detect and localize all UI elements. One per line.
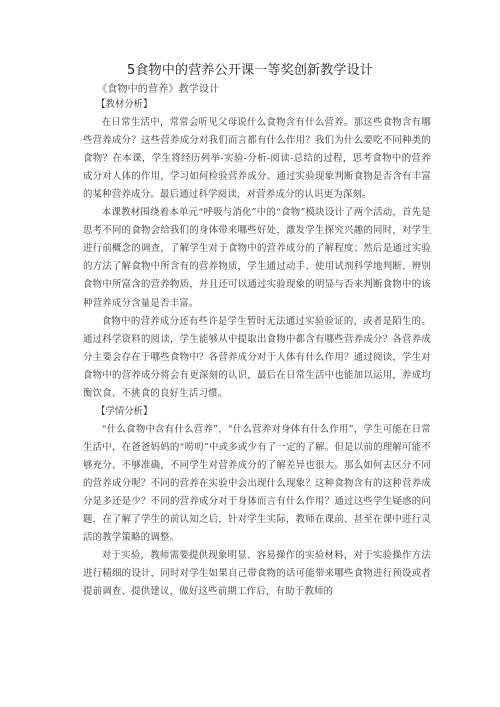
section-heading-textbook-analysis: 【教材分析】: [96, 99, 153, 110]
document-title: 5食物中的营养公开课一等奖创新教学设计: [126, 63, 374, 78]
section-heading-student-analysis: 【学情分析】: [96, 405, 153, 417]
paragraph: “什么食物中含有什么营养”、“什么营养对身体有什么作用”，学生可能在日常生活中，在爸爸妈妈的“唠叨”中或多或少有了一定的了解。但是以前的理解可能不够充分、不够准确，不同学生对营养成分的了解差异也很大。那么如何去区分不同的营养成分呢？不同的营养在实验中会出现什么现象？这种食物含有的这种营养成分是多还是少？不同的营养成分对于身体而言有什么作用？通过这些学生疑惑的问题，在了解了学生的前认知之后，针对学生实际，教师在课前、甚至在课中进行灵活的教学策略的调整。: [83, 423, 431, 544]
paragraph: 对于实验，教师需要提供现象明显、容易操作的实验材料，对于实验操作方法进行精细的设计，同时对学生如果自己带食物的话可能带来哪些食物进行预设或者提前调查、提供建议，做好这些前期工作后，有助于教师的: [83, 550, 431, 598]
document-subtitle: 《食物中的营养》教学设计: [97, 84, 220, 95]
paragraph: 食物中的营养成分还有些许是学生暂时无法通过实验验证的，或者是陌生的。通过科学资料的阅读，学生能够从中提取出食物中都含有哪些营养成分？各营养成分主要会存在于哪些食物中？各营养成分对于人体有什么作用？通过阅读，学生对食物中的营养成分将会有更深刻的认识，最后在日常生活中也能加以运用，养成均衡饮食、不挑食的良好生活习惯。: [83, 315, 431, 399]
document-body: [83, 96, 431, 601]
paragraph: 在日常生活中，常常会听见父母说什么食物含有什么营养。那这些食物含有哪些营养成分？这些营养成分对我们而言都有什么作用？我们为什么要吃不同种类的食物？在本课，学生将经历列举-实验-分析-阅读-总结的过程，思考食物中的营养成分对人体的作用，学习如何检验营养成分、通过实验现象判断食物是否含有丰富的某种营养成分。最后通过科学阅读，对营养成分的认识更为深刻。: [83, 117, 431, 201]
paragraph: 本课教材围绕着本单元“呼吸与消化”中的“食物”模块设计了两个活动，首先是思考不同的食物会给我们的身体带来哪些好处，激发学生探究兴趣的同时，对学生进行前概念的调查，了解学生对于食物中的营养成分的了解程度；然后是通过实验的方法了解食物中所含有的营养物质，学生通过动手、使用试剂科学地判断、辨别食物中所富含的营养物质，并且还可以通过实验现象的明显与否来判断食物中的该种营养成分含量是否丰富。: [83, 207, 431, 309]
